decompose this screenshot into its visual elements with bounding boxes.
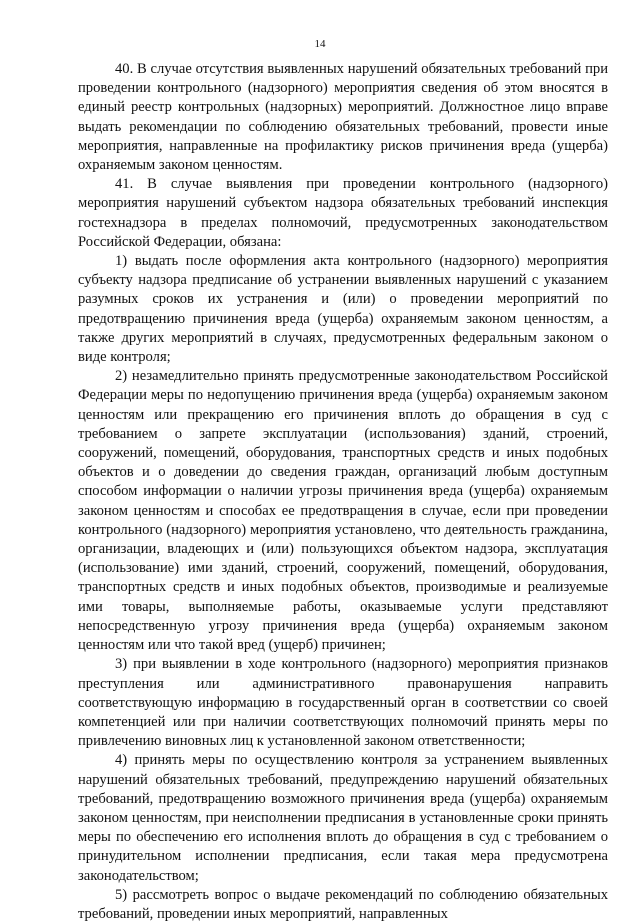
page-number: 14 (314, 38, 326, 50)
document-body (78, 60, 608, 924)
paragraph-40: 40. В случае отсутствия выявленных нарушений обязательных требований при проведении контрольного (надзорного) мероприятия сведения об этом вносятся в единый реестр контрольных (надзорных) мероприятий. Должностное лицо вправе выдать рекомендации по соблюдению обязательных требований, провести иные мероприятия, направленные на профилактику рисков причинения вреда (ущерба) охраняемым законом ценностям. (78, 61, 608, 174)
list-item-1: 1) выдать после оформления акта контрольного (надзорного) мероприятия субъекту надзора предписание об устранении выявленных нарушений с указанием разумных сроков их устранения и (или) о проведении мероприятий по предотвращению причинения вреда (ущерба) охраняемым законом ценностям, а также других мероприятий в случаях, предусмотренных федеральным законом о виде контроля; (78, 253, 608, 366)
paragraph-41: 41. В случае выявления при проведении контрольного (надзорного) мероприятия нарушений субъектом надзора обязательных требований инспекция гостехнадзора в пределах полномочий, предусмотренных законодательством Российской Федерации, обязана: (78, 176, 608, 250)
list-item-4: 4) принять меры по осуществлению контроля за устранением выявленных нарушений обязательных требований, предупреждению нарушений обязательных требований, предотвращению возможного причинения вреда (ущерба) охраняемым законом ценностям, при неисполнении предписания в установленные сроки принять меры по обеспечению его исполнения вплоть до обращения в суд с требованием о принудительном исполнении предписания, если такая мера предусмотрена законодательством; (78, 752, 608, 884)
list-item-5: 5) рассмотреть вопрос о выдаче рекомендаций по соблюдению обязательных требований, проведении иных мероприятий, направленных (78, 886, 608, 922)
list-item-2: 2) незамедлительно принять предусмотренные законодательством Российской Федерации меры по недопущению причинения вреда (ущерба) охраняемым законом ценностям или прекращению его причинения вплоть до обращения в суд с требованием о запрете эксплуатации (использования) зданий, строений, сооружений, помещений, оборудования, транспортных средств и иных подобных объектов и о доведении до сведения граждан, организаций любым доступным способом информации о наличии угрозы причинения вреда (ущерба) охраняемым законом ценностям и способах ее предотвращения в случае, если при проведении контрольного (надзорного) мероприятия установлено, что деятельность гражданина, организации, владеющих и (или) пользующихся объектом надзора, эксплуатация (использование) ими зданий, строений, сооружений, помещений, оборудования, транспортных средств и иных подобных объектов, производимые и реализуемые ими товары, выполняемые работы, оказываемые услуги представляют непосредственную угрозу причинения вреда (ущерба) охраняемым законом ценностям или что такой вред (ущерб) причинен; (78, 368, 608, 654)
list-item-3: 3) при выявлении в ходе контрольного (надзорного) мероприятия признаков преступления или административного правонарушения направить соответствующую информацию в государственный орган в соответствии со своей компетенцией или при наличии соответствующих полномочий принять меры по привлечению виновных лиц к установленной законом ответственности; (78, 656, 608, 750)
